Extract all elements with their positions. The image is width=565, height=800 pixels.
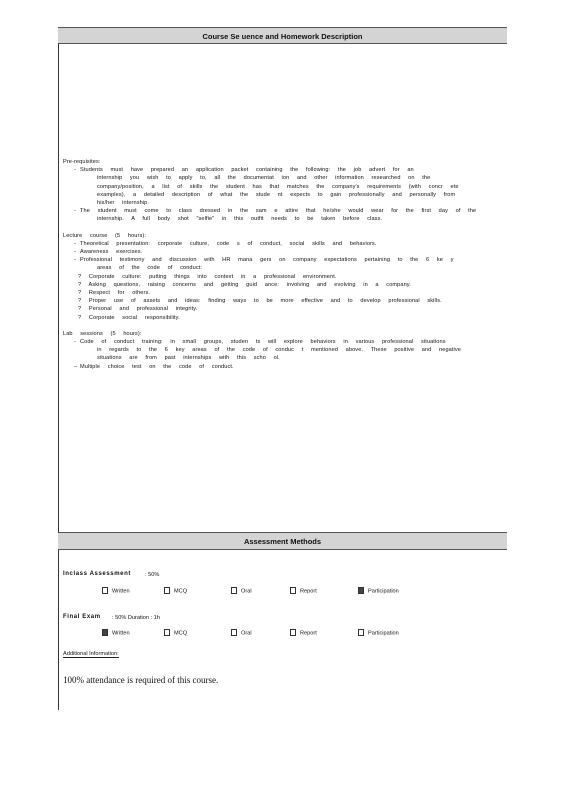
inclass-option-oral: [231, 588, 252, 595]
lecture-line: [63, 281, 503, 289]
checkbox[interactable]: [102, 587, 108, 594]
prereq-line-text: company/position, a list of skills the student has that matches the company's requirements (with concr ete: [97, 183, 459, 190]
final-exam-label: Final Exam: [63, 614, 101, 620]
prereq-line-text: internship you wish to apply to, all the documentat ion and other information researched on the: [97, 175, 431, 182]
final-option-mcq: [164, 630, 187, 637]
option-label: Oral: [241, 630, 252, 637]
additional-information-label: Additional Information:: [63, 651, 119, 657]
bullet-dash: -: [74, 249, 76, 256]
option-label: Participation: [368, 630, 399, 637]
prereq-line-text: examples), a detailed description of what the stude nt expects to gain professionally and personally from: [97, 191, 456, 198]
final-option-participation: [358, 630, 399, 637]
checkbox[interactable]: [164, 629, 170, 636]
lecture-line-text: Professional testimony and discussion with HR mana gers on company expectations pertaining to the 6 ke y: [80, 257, 454, 264]
checkbox[interactable]: [358, 629, 364, 636]
checkbox[interactable]: [290, 629, 296, 636]
lab-line: [63, 338, 503, 346]
prereq-line-text: The student must come to class dressed in the sam e attire that he/she would wear for the first day of the: [80, 208, 477, 215]
prereq-line-text: internship. A full body shot "selfie" in this outfit needs to be taken before class.: [97, 216, 383, 223]
lab-heading: Lab sessions (5 hours):: [63, 330, 142, 337]
lecture-line: [63, 273, 503, 281]
lecture-line: [63, 289, 503, 297]
inclass-option-mcq: [164, 588, 187, 595]
lecture-line-text: ? Proper use of assets and ideas: finding ways to be more effective and to develop professional skills.: [78, 298, 442, 305]
option-label: MCQ: [174, 630, 188, 637]
checkbox[interactable]: [231, 587, 237, 594]
lecture-line: [63, 248, 503, 256]
final-option-report: [290, 630, 317, 637]
prereq-heading: Pre-requisites:: [63, 159, 101, 165]
final-option-oral: [231, 630, 252, 637]
lab-line-text: Code of conduct training: in small groups, studen ts will explore behaviors in various professional situations: [80, 339, 446, 346]
page-frame-left-border: [58, 27, 59, 710]
inclass-option-written: [102, 588, 130, 595]
assessment-title: Assessment Methods: [243, 537, 322, 546]
inclass-option-participation: [358, 588, 399, 595]
lecture-heading: Lecture course (5 hours):: [63, 232, 146, 239]
lecture-line-text: ? Respect for others.: [78, 290, 151, 297]
prereq-line: [63, 199, 503, 207]
course-description: [63, 158, 503, 371]
prereq-line: [63, 174, 503, 182]
course-sequence-header: [58, 27, 507, 44]
prereq-list: [63, 166, 503, 223]
prereq-line-text: his/her internship.: [97, 200, 150, 207]
final-exam-value: : 50% Duration : 1h: [112, 615, 160, 621]
bullet-dash: -: [74, 257, 76, 264]
lecture-line: [63, 314, 503, 322]
bullet-dash: –: [74, 363, 78, 370]
bullet-dash: -: [74, 339, 76, 346]
lecture-line-text: areas of the code of conduct:: [97, 265, 203, 272]
checkbox[interactable]: [231, 629, 237, 636]
prereq-line: [63, 191, 503, 199]
prereq-line-text: Students must have prepared an application packet containing the following: the job advert for an: [80, 167, 414, 174]
prereq-line: [63, 166, 503, 174]
attendance-note: 100% attendance is required of this course.: [63, 675, 219, 685]
lecture-line: [63, 305, 503, 313]
option-label: Report: [300, 630, 317, 637]
lab-line: [63, 354, 503, 362]
lecture-list: [63, 240, 503, 322]
lecture-line: [63, 256, 503, 264]
prereq-line: [63, 215, 503, 223]
bullet-dash: -: [74, 240, 76, 247]
checkbox[interactable]: [164, 587, 170, 594]
lecture-line-text: ? Corporate culture: putting things into context in a professional environment.: [78, 273, 337, 280]
inclass-assessment-label: Inclass Assessment: [63, 571, 131, 577]
option-label: Written: [112, 588, 130, 595]
inclass-assessment-value: : 50%: [145, 572, 160, 578]
lecture-line-text: ? Corporate social responsibility.: [78, 314, 180, 321]
option-label: Report: [300, 588, 317, 595]
lab-line-text: situations are from past internships with this scho ol.: [97, 355, 280, 362]
option-label: Participation: [368, 588, 399, 595]
prereq-line: [63, 183, 503, 191]
prereq-line: [63, 207, 503, 215]
lecture-line-text: Awareness exercises.: [80, 249, 143, 256]
lecture-line-text: Theoretical presentation: corporate culture, code s of conduct, social skills and behaviors.: [80, 240, 377, 247]
lab-line-text: Multiple choice test on the code of conduct.: [80, 363, 234, 370]
assessment-header: [58, 532, 507, 550]
lecture-line-text: ? Asking questions, raising concerns and getting guid ance: involving and evolving in a company.: [78, 281, 411, 288]
lecture-line: [63, 264, 503, 272]
final-option-written: [102, 630, 130, 637]
lab-list: [63, 338, 503, 371]
lab-line: [63, 363, 503, 371]
lab-line: [63, 346, 503, 354]
checkbox[interactable]: [290, 587, 296, 594]
option-label: Written: [112, 630, 130, 637]
option-label: Oral: [241, 588, 252, 595]
lab-line-text: in regards to the 6 key areas of the code of conduc t mentioned above. These positive and negative: [97, 347, 461, 354]
checkbox[interactable]: [102, 629, 108, 636]
option-label: MCQ: [174, 588, 188, 595]
inclass-option-report: [290, 588, 317, 595]
bullet-dash: -: [74, 167, 76, 174]
lecture-line: [63, 240, 503, 248]
checkbox[interactable]: [358, 587, 364, 594]
section-title: Course Se uence and Homework Description: [202, 32, 363, 41]
lecture-line: [63, 297, 503, 305]
bullet-dash: -: [74, 208, 76, 215]
lecture-line-text: ? Personal and professional integrity.: [78, 306, 198, 313]
